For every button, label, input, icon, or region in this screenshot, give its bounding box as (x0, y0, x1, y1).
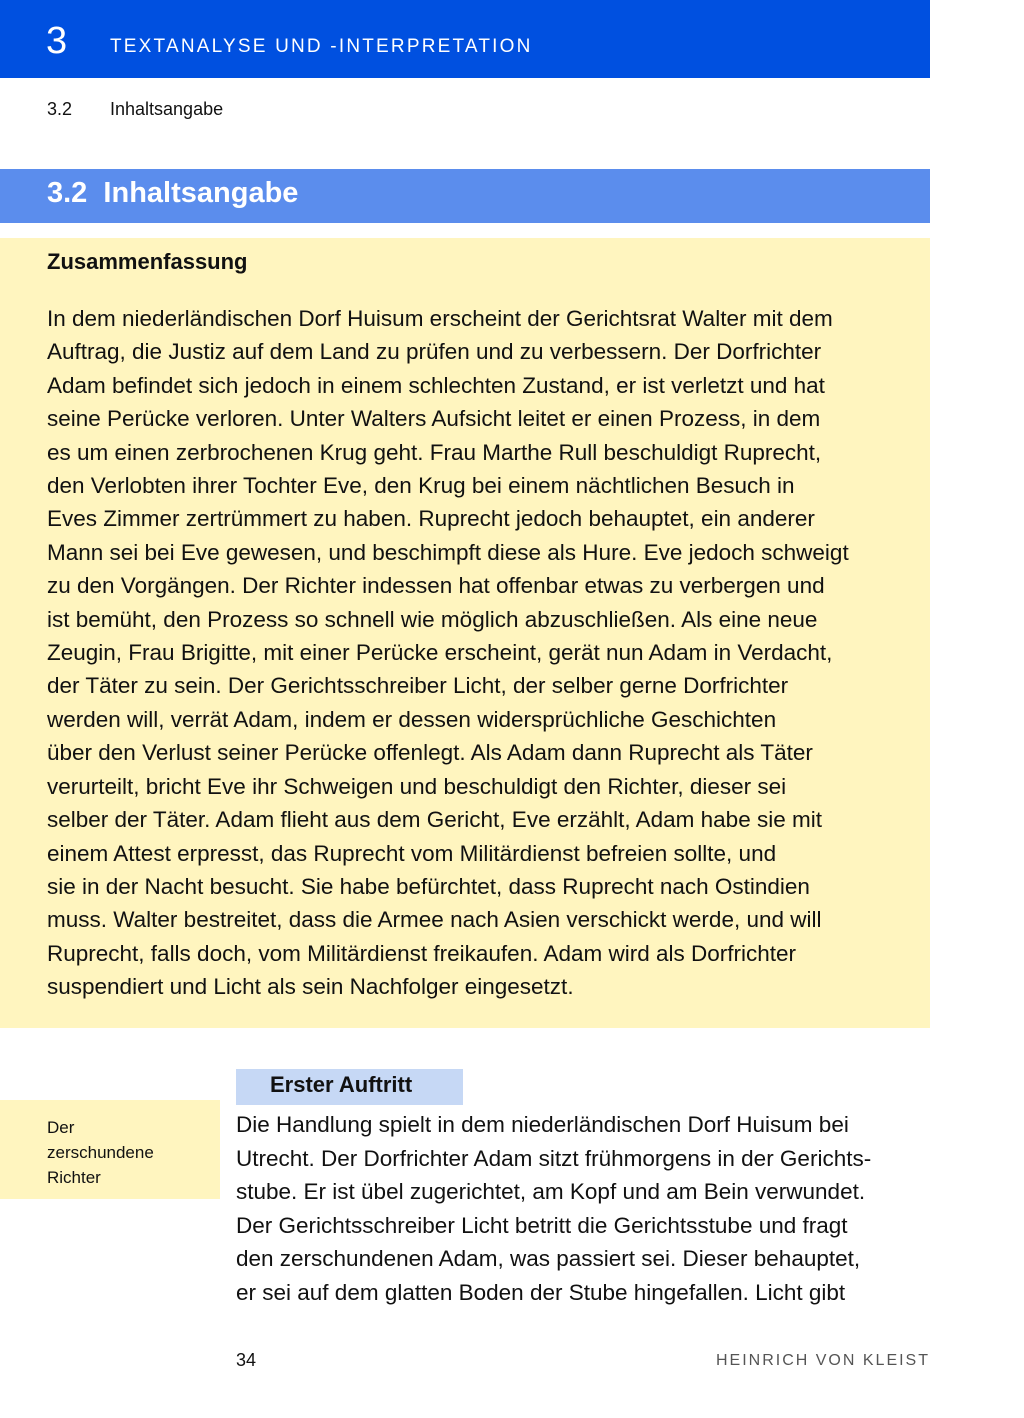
text-line: Die Handlung spielt in dem niederländischen Dorf Huisum bei (236, 1112, 849, 1137)
text-line: verurteilt, bricht Eve ihr Schweigen und beschuldigt den Richter, dieser sei (47, 773, 787, 799)
text-line: Auftrag, die Justiz auf dem Land zu prüfen und zu verbessern. Der Dorfrichter (47, 339, 822, 365)
section-title: 3.2 Inhaltsangabe (47, 177, 299, 209)
text-line: einem Attest erpresst, das Ruprecht vom Militärdienst befreien sollte, und (47, 840, 777, 866)
text-line: zu den Vorgängen. Der Richter indessen hat offenbar etwas zu verbergen und (47, 573, 825, 599)
text-line: Ruprecht, falls doch, vom Militärdienst freikaufen. Adam wird als Dorfrichter (47, 940, 797, 966)
text-line: sie in der Nacht besucht. Sie habe befürchtet, dass Ruprecht nach Ostindien (47, 873, 810, 899)
summary-paragraph (47, 302, 927, 1004)
text-line: Mann sei bei Eve gewesen, und beschimpft diese als Hure. Eve jedoch schweigt (47, 539, 849, 565)
running-footer: HEINRICH VON KLEIST (715, 1352, 930, 1369)
margin-note-line: Der (47, 1118, 75, 1137)
text-line: über den Verlust seiner Perücke offenlegt. Als Adam dann Ruprecht als Täter (47, 740, 813, 766)
scene-paragraph (236, 1108, 936, 1310)
breadcrumb (47, 99, 223, 120)
breadcrumb-label: Inhaltsangabe (110, 99, 224, 119)
text-line: Utrecht. Der Dorfrichter Adam sitzt frühmorgens in der Gerichts- (236, 1145, 872, 1171)
text-line: Adam befindet sich jedoch in einem schlechten Zustand, er ist verletzt und hat (47, 372, 825, 398)
text-line: den Verlobten ihrer Tochter Eve, den Krug bei einem nächtlichen Besuch in (47, 473, 795, 499)
margin-note-line: zerschundene (47, 1143, 154, 1162)
page-number: 34 (236, 1350, 257, 1370)
margin-note-line: Richter (47, 1168, 101, 1187)
breadcrumb-number: 3.2 (47, 99, 73, 119)
text-line: stube. Er ist übel zugerichtet, am Kopf und am Bein verwundet. (236, 1179, 866, 1205)
scene-heading (236, 1069, 463, 1105)
text-line: Eves Zimmer zertrümmert zu haben. Ruprecht jedoch behauptet, ein anderer (47, 506, 815, 532)
text-line: In dem niederländischen Dorf Huisum erscheint der Gerichtsrat Walter mit dem (47, 306, 833, 331)
scene-heading-label: Erster Auftritt (270, 1072, 413, 1097)
text-line: seine Perücke verloren. Unter Walters Aufsicht leitet er einen Prozess, in dem (47, 406, 821, 432)
text-line: Zeugin, Frau Brigitte, mit einer Perücke erscheint, gerät nun Adam in Verdacht, (47, 640, 833, 666)
text-line: es um einen zerbrochenen Krug geht. Frau Marthe Rull beschuldigt Ruprecht, (47, 439, 822, 465)
text-line: Der Gerichtsschreiber Licht betritt die Gerichtsstube und fragt (236, 1212, 848, 1238)
chapter-number: 3 (46, 20, 68, 62)
text-line: selber der Täter. Adam flieht aus dem Gericht, Eve erzählt, Adam habe sie mit (47, 807, 822, 833)
text-line: der Täter zu sein. Der Gerichtsschreiber Licht, der selber gerne Dorfrichter (47, 673, 789, 699)
summary-heading: Zusammenfassung (47, 249, 248, 274)
text-line: er sei auf dem glatten Boden der Stube hingefallen. Licht gibt (236, 1279, 846, 1305)
margin-note (47, 1115, 154, 1190)
text-line: werden will, verrät Adam, indem er dessen widersprüchliche Geschichten (47, 706, 777, 732)
chapter-title: TEXTANALYSE UND -INTERPRETATION (110, 36, 533, 57)
text-line: den zerschundenen Adam, was passiert sei. Dieser behauptet, (236, 1246, 861, 1272)
text-line: ist bemüht, den Prozess so schnell wie möglich abzuschließen. Als eine neue (47, 606, 818, 632)
text-line: muss. Walter bestreitet, dass die Armee nach Asien verschickt werde, und will (47, 907, 822, 933)
text-line: suspendiert und Licht als sein Nachfolger eingesetzt. (47, 974, 574, 1000)
